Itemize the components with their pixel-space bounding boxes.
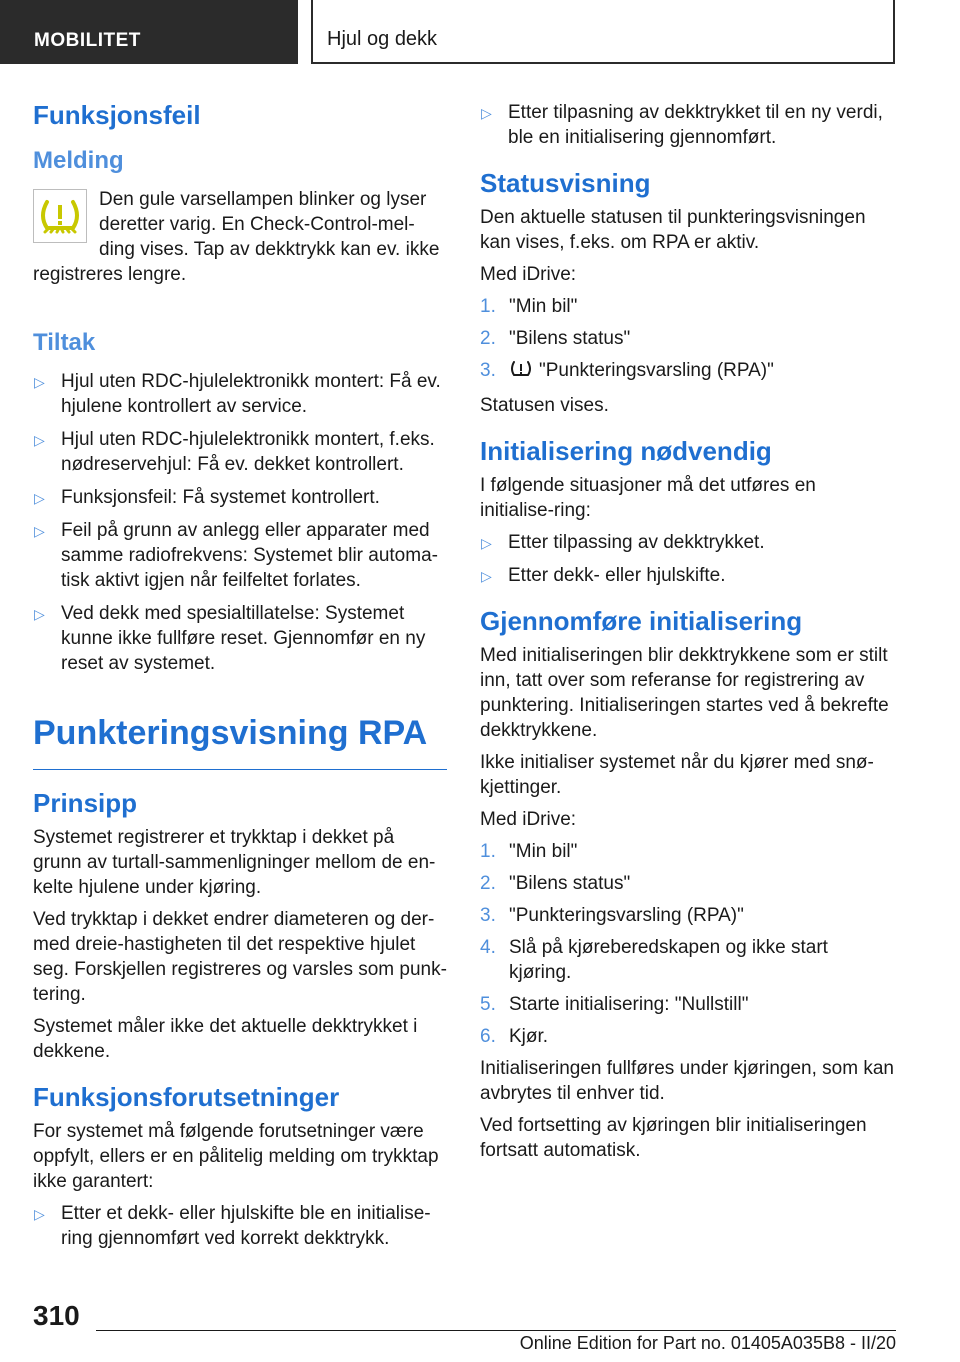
list-item: 1. "Min bil": [480, 841, 578, 862]
page-number: 310: [33, 1300, 80, 1331]
list-item: 5. Starte initialisering: "Nullstill": [480, 994, 749, 1015]
perform-idrive: Med iDrive:: [480, 809, 577, 830]
list-item: ▷ Funksjonsfeil: Få systemet kontrollert.: [33, 485, 447, 510]
list-item: 3. "Punkteringsvarsling (RPA)": [480, 358, 895, 386]
list-item: ▷ Etter et dekk- eller hjulskifte ble en initialise-ring gjennomført ved korrekt dekktrykk.: [34, 1203, 431, 1249]
tire-pressure-warning-icon: [33, 189, 87, 243]
status-steps: [480, 294, 895, 386]
init-needed-paragraph: I følgende situasjoner må det utføres en initialise-ring:: [480, 475, 816, 521]
triangle-right-icon: ▷: [481, 568, 492, 584]
list-item: ▷ Feil på grunn av anlegg eller apparater med samme radiofrekvens: Systemet blir automa-tisk aktivt igjen når feilfeltet forlates.: [34, 520, 438, 591]
section-tab: [311, 0, 895, 64]
list-item: ▷ Etter tilpassing av dekktrykket.: [480, 530, 895, 555]
init-needed-heading: Initialisering nødvendig: [480, 436, 772, 466]
principle-heading: Prinsipp: [33, 788, 138, 818]
triangle-right-icon: ▷: [34, 606, 45, 622]
chapter-title: MOBILITET: [34, 30, 141, 51]
rpa-heading: Punkteringsvisning RPA: [33, 714, 447, 770]
requirements-intro: For systemet må følgende forutsetninger være oppfylt, ellers er en pålitelig melding om trykktap ikke garantert:: [33, 1121, 439, 1192]
list-item: ▷ Ved dekk med spesialtillatelse: Systemet kunne ikke fullføre reset. Gjennomfør en ny reset av systemet.: [34, 603, 426, 674]
tire-pressure-icon: [509, 359, 533, 386]
message-block: [33, 187, 447, 287]
section-title: Hjul og dekk: [327, 28, 438, 50]
message-heading: Melding: [33, 147, 124, 174]
footer-divider: [96, 1330, 896, 1331]
perform-steps: [480, 839, 895, 1049]
perform-paragraph: Med initialiseringen blir dekktrykkene som er stilt inn, tatt over som referanse for registrering av punktering. Initialiseringen startes ved å bekrefte dekktrykkene.: [480, 645, 889, 741]
message-text: Den gule varsellampen blinker og lyser deretter varig. En Check-Control-mel-ding vises. Tap av dekktrykk kan ev. ikke registreres lengre.: [33, 189, 440, 285]
left-column: [33, 100, 447, 1259]
malfunction-heading: Funksjonsfeil: [33, 100, 201, 130]
triangle-right-icon: ▷: [34, 490, 45, 506]
status-result: Statusen vises.: [480, 395, 609, 416]
status-paragraph: Den aktuelle statusen til punkteringsvisningen kan vises, f.eks. om RPA er aktiv.: [480, 207, 866, 253]
triangle-right-icon: ▷: [34, 374, 45, 390]
right-column: [480, 100, 895, 1170]
perform-paragraph: Ved fortsetting av kjøringen blir initialiseringen fortsatt automatisk.: [480, 1115, 867, 1161]
init-needed-list: [480, 530, 895, 588]
list-item: 2. "Bilens status": [480, 328, 631, 349]
requirements-heading: Funksjonsforutsetninger: [33, 1082, 340, 1112]
triangle-right-icon: ▷: [34, 1206, 45, 1222]
list-item: ▷ Hjul uten RDC-hjulelektronikk montert: Få ev. hjulene kontrollert av service.: [34, 371, 441, 417]
requirements-list: [33, 1201, 447, 1251]
triangle-right-icon: ▷: [481, 105, 492, 121]
list-item: 2. "Bilens status": [480, 873, 631, 894]
perform-paragraph: Ikke initialiser systemet når du kjører med snø-kjettinger.: [480, 752, 874, 798]
perform-paragraph: Initialiseringen fullføres under kjøringen, som kan avbrytes til enhver tid.: [480, 1058, 894, 1104]
principle-paragraph: Ved trykktap i dekket endrer diameteren og der-med dreie-hastigheten til det respektive hjulet seg. Forskjellen registreres og varsles som punk-tering.: [33, 909, 447, 1005]
chapter-tab: [0, 0, 298, 64]
action-heading: Tiltak: [33, 329, 96, 356]
action-list: [33, 369, 447, 676]
list-item: 6. Kjør.: [480, 1026, 549, 1047]
requirements-list-cont: [480, 100, 895, 150]
edition-text: Online Edition for Part no. 01405A035B8 - II/20: [519, 1333, 896, 1353]
principle-paragraph: Systemet registrerer et trykktap i dekket på grunn av turtall-sammenligninger mellom de en-kelte hjulene under kjøring.: [33, 827, 436, 898]
triangle-right-icon: ▷: [34, 432, 45, 448]
triangle-right-icon: ▷: [481, 535, 492, 551]
list-item: 1. "Min bil": [480, 296, 578, 317]
triangle-right-icon: ▷: [34, 523, 45, 539]
perform-heading: Gjennomføre initialisering: [480, 606, 803, 636]
status-heading: Statusvisning: [480, 168, 651, 198]
list-item: 3. "Punkteringsvarsling (RPA)": [480, 905, 744, 926]
list-item: ▷ Etter tilpasning av dekktrykket til en ny verdi, ble en initialisering gjennomført.: [481, 102, 883, 148]
list-item: 4. Slå på kjøreberedskapen og ikke start kjøring.: [480, 937, 828, 983]
list-item: ▷ Hjul uten RDC-hjulelektronikk montert, f.eks. nødreservehjul: Få ev. dekket kontrollert.: [34, 429, 435, 475]
principle-paragraph: Systemet måler ikke det aktuelle dekktrykket i dekkene.: [33, 1016, 418, 1062]
list-item: ▷ Etter dekk- eller hjulskifte.: [480, 563, 895, 588]
status-idrive: Med iDrive:: [480, 264, 577, 285]
